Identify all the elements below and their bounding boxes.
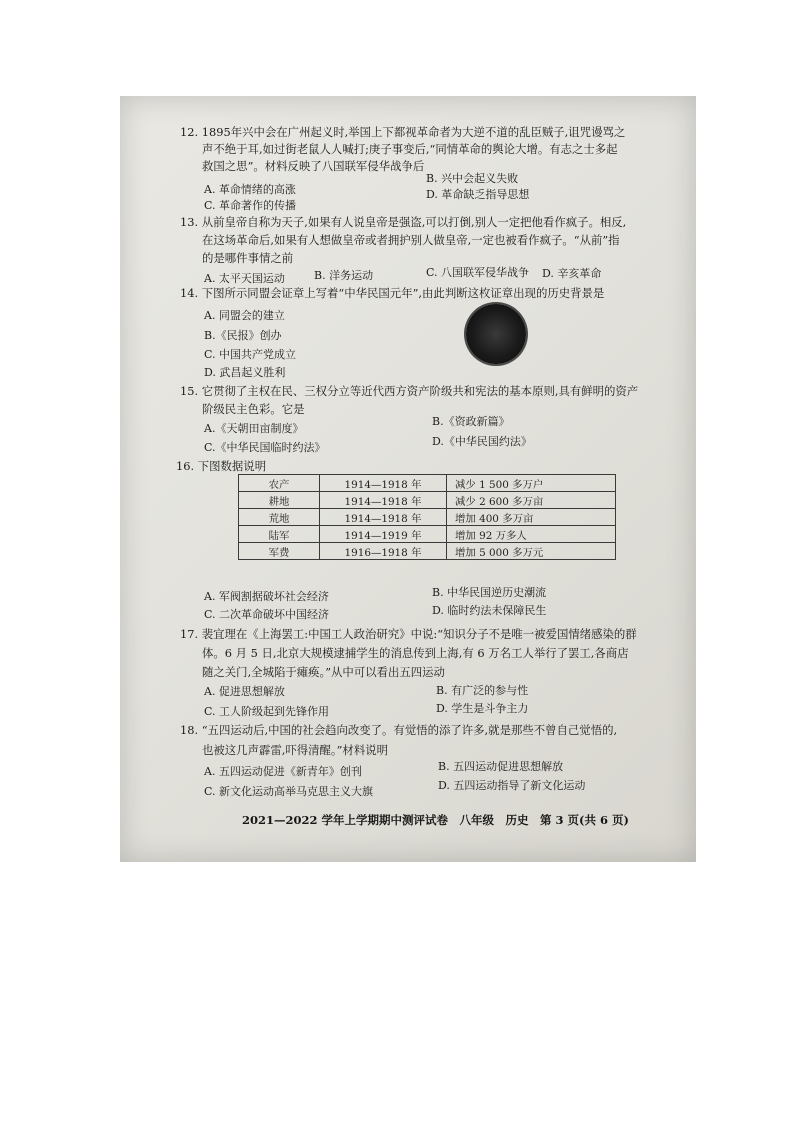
q13-option-a: A. 太平天国运动 (204, 272, 285, 285)
q17-line2: 体。6 月 5 日,北京大规模逮捕学生的消息传到上海,有 6 万名工人举行了罢工,各商店 (202, 646, 629, 660)
q16-option-d: D. 临时约法未保障民生 (432, 604, 547, 617)
table-cell: 减少 2 600 多万亩 (447, 492, 616, 509)
q18-option-d: D. 五四运动指导了新文化运动 (438, 779, 586, 792)
q14-line1: 14. 下图所示同盟会证章上写着“中华民国元年”,由此判断这枚证章出现的历史背景是 (180, 286, 605, 300)
table-cell: 耕地 (239, 492, 320, 509)
q18-option-c: C. 新文化运动高举马克思主义大旗 (204, 785, 374, 798)
table-cell: 增加 92 万多人 (447, 526, 616, 543)
q13-line2: 在这场革命后,如果有人想做皇帝或者拥护别人做皇帝,一定也被看作疯子。“从前”指 (202, 233, 620, 247)
q12-line2: 声不绝于耳,如过街老鼠人人喊打;庚子事变后,“同情革命的舆论大增。有志之士多起 (202, 142, 618, 156)
q13-option-c: C. 八国联军侵华战争 (426, 266, 530, 279)
table-cell: 1916—1918 年 (320, 543, 447, 560)
table-cell: 陆军 (239, 526, 320, 543)
q17-line3: 随之关门,全城陷于瘫痪。”从中可以看出五四运动 (202, 665, 445, 679)
q18-option-b: B. 五四运动促进思想解放 (438, 760, 564, 773)
q17-option-d: D. 学生是斗争主力 (436, 702, 529, 715)
table-cell: 1914—1918 年 (320, 475, 447, 492)
q12-line1: 12. 1895年兴中会在广州起义时,举国上下都视革命者为大逆不道的乱臣贼子,诅咒谩骂之 (180, 125, 626, 139)
table-cell: 农产 (239, 475, 320, 492)
q12-option-d: D. 革命缺乏指导思想 (426, 188, 530, 201)
table-row (239, 526, 616, 543)
q12-option-b: B. 兴中会起义失败 (426, 172, 519, 185)
q18-line1: 18. “五四运动后,中国的社会趋向改变了。有觉悟的添了许多,就是那些不曾自己觉悟的, (180, 723, 618, 737)
table-cell: 增加 5 000 多万元 (447, 543, 616, 560)
table-row (239, 492, 616, 509)
table-cell: 1914—1918 年 (320, 509, 447, 526)
page-footer: 2021—2022 学年上学期期中测评试卷 八年级 历史 第 3 页(共 6 页) (242, 813, 629, 827)
q15-line1: 15. 它贯彻了主权在民、三权分立等近代西方资产阶级共和宪法的基本原则,具有鲜明的资产 (180, 384, 639, 398)
q14-option-d: D. 武昌起义胜利 (204, 366, 286, 379)
table-cell: 1914—1919 年 (320, 526, 447, 543)
q14-option-c: C. 中国共产党成立 (204, 348, 297, 361)
table-row (239, 475, 616, 492)
table-row (239, 509, 616, 526)
q13-line1: 13. 从前皇帝自称为天子,如果有人说皇帝是强盗,可以打倒,别人一定把他看作疯子。相反, (180, 215, 627, 229)
table-cell: 1914—1918 年 (320, 492, 447, 509)
q16-option-b: B. 中华民国逆历史潮流 (432, 586, 547, 599)
q13-option-b: B. 洋务运动 (314, 269, 374, 282)
q18-option-a: A. 五四运动促进《新青年》创刊 (204, 765, 362, 778)
table-cell: 增加 400 多万亩 (447, 509, 616, 526)
q17-option-a: A. 促进思想解放 (204, 685, 285, 698)
table-row (239, 543, 616, 560)
q17-option-b: B. 有广泛的参与性 (436, 684, 529, 697)
q15-option-c: C.《中华民国临时约法》 (204, 441, 326, 454)
q12-option-c: C. 革命著作的传播 (204, 199, 297, 212)
q14-option-b: B.《民报》创办 (204, 329, 282, 342)
q15-option-b: B.《资政新篇》 (432, 415, 510, 428)
q18-line2: 也被这几声霹雷,吓得清醒。”材料说明 (202, 743, 388, 757)
tongmenghui-badge-image (466, 304, 526, 364)
q17-line1: 17. 裴宜理在《上海罢工:中国工人政治研究》中说:“知识分子不是唯一被爱国情绪感染的群 (180, 627, 637, 641)
q12-option-a: A. 革命情绪的高涨 (204, 183, 296, 196)
q16-line1: 16. 下图数据说明 (176, 459, 267, 473)
exam-page-photo (120, 96, 696, 862)
q13-option-d: D. 辛亥革命 (542, 267, 602, 280)
table-cell: 军费 (239, 543, 320, 560)
table-cell: 荒地 (239, 509, 320, 526)
q13-line3: 的是哪件事情之前 (202, 251, 294, 265)
table-cell: 减少 1 500 多万户 (447, 475, 616, 492)
q15-line2: 阶级民主色彩。它是 (202, 402, 305, 416)
data-table (238, 474, 616, 560)
q15-option-a: A.《天朝田亩制度》 (204, 422, 304, 435)
q15-option-d: D.《中华民国约法》 (432, 435, 532, 448)
q17-option-c: C. 工人阶级起到先锋作用 (204, 705, 330, 718)
q16-option-c: C. 二次革命破坏中国经济 (204, 608, 330, 621)
q14-option-a: A. 同盟会的建立 (204, 309, 285, 322)
q16-option-a: A. 军阀割据破坏社会经济 (204, 590, 329, 603)
q12-line3: 救国之思”。材料反映了八国联军侵华战争后 (202, 159, 425, 173)
